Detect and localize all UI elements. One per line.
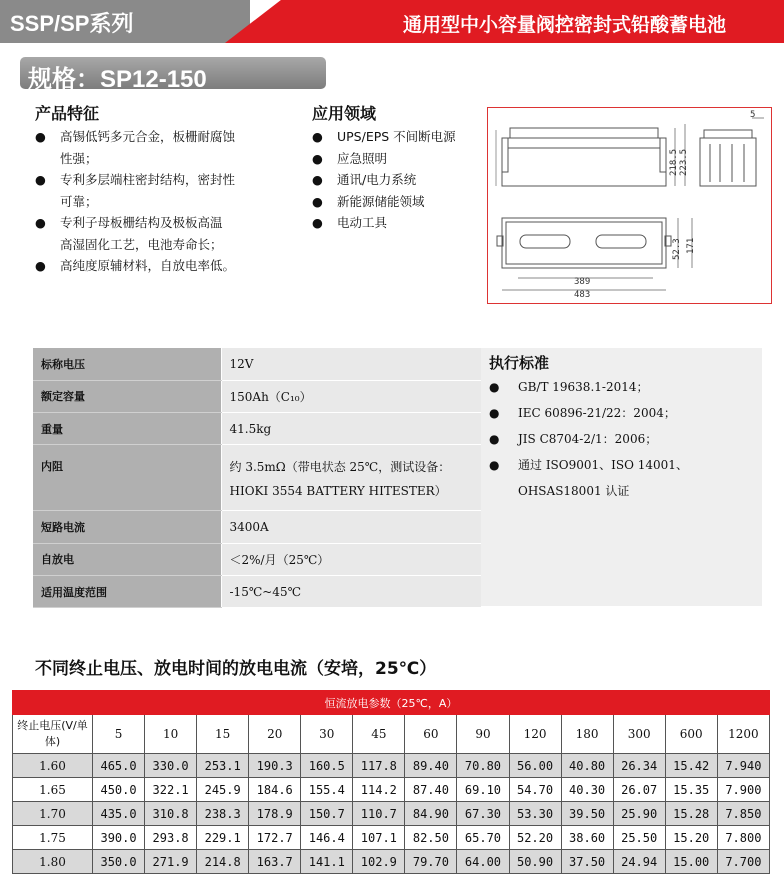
spec-value: 约 3.5mΩ（带电状态 25℃，测试设备： HIOKI 3554 BATTERY HITESTER） [221, 445, 481, 511]
discharge-current-cell: 150.7 [301, 802, 353, 826]
discharge-current-cell: 214.8 [197, 850, 249, 874]
dim-total-height: 223.5 [679, 148, 689, 176]
discharge-current-cell: 69.10 [457, 778, 509, 802]
discharge-current-cell: 190.3 [249, 754, 301, 778]
discharge-time-header: 10 [145, 715, 197, 754]
spec-key: 自放电 [33, 543, 221, 575]
discharge-current-cell: 52.20 [509, 826, 561, 850]
dim-width: 171 [686, 237, 696, 254]
discharge-current-cell: 54.70 [509, 778, 561, 802]
spec-value: 41.5kg [221, 413, 481, 445]
discharge-time-header: 600 [665, 715, 717, 754]
discharge-current-cell: 15.20 [665, 826, 717, 850]
bullet-icon: ● [489, 432, 500, 446]
discharge-current-cell: 229.1 [197, 826, 249, 850]
side-view-body [700, 138, 756, 186]
discharge-current-cell: 39.50 [561, 802, 613, 826]
spec-value: 3400A [221, 511, 481, 543]
bullet-icon: ● [312, 193, 323, 209]
discharge-current-cell: 172.7 [249, 826, 301, 850]
discharge-current-cell: 178.9 [249, 802, 301, 826]
application-item: ● 电动工具 [312, 212, 482, 234]
application-item: ● 新能源储能领域 [312, 191, 482, 213]
bullet-icon: ● [312, 172, 323, 187]
discharge-current-cell: 271.9 [145, 850, 197, 874]
dim-handle-span: 389 [574, 277, 591, 287]
discharge-current-cell: 25.50 [613, 826, 665, 850]
discharge-current-cell: 53.30 [509, 802, 561, 826]
top-view-handle-left [520, 235, 570, 248]
dim-handle-offset: 52.3 [672, 238, 682, 260]
spec-heading: 规格：SP12-150 [28, 66, 207, 93]
bullet-icon: ● [489, 380, 500, 394]
standard-item: ● IEC 60896-21/22：2004； [489, 400, 757, 426]
spec-value: ＜2%/月（25℃） [221, 543, 481, 575]
discharge-current-cell: 87.40 [405, 778, 457, 802]
top-view-handle-right [596, 235, 646, 248]
discharge-time-header: 180 [561, 715, 613, 754]
discharge-current-cell: 40.80 [561, 754, 613, 778]
discharge-current-cell: 141.1 [301, 850, 353, 874]
end-voltage-cell: 1.80 [13, 850, 93, 874]
discharge-current-cell: 7.850 [717, 802, 769, 826]
standards-title: 执行标准 [489, 354, 550, 372]
discharge-current-cell: 37.50 [561, 850, 613, 874]
bullet-icon: ● [35, 129, 46, 144]
discharge-current-cell: 79.70 [405, 850, 457, 874]
standard-item: ● 通过 ISO9001、ISO 14001、OHSAS18001 认证 [489, 452, 757, 504]
discharge-current-cell: 102.9 [353, 850, 405, 874]
discharge-current-cell: 465.0 [93, 754, 145, 778]
discharge-current-cell: 38.60 [561, 826, 613, 850]
discharge-current-cell: 293.8 [145, 826, 197, 850]
battery-dimension-drawing [487, 107, 772, 304]
end-voltage-cell: 1.70 [13, 802, 93, 826]
discharge-title: 不同终止电压、放电时间的放电电流（安培，25℃） [35, 659, 437, 679]
discharge-current-cell: 40.30 [561, 778, 613, 802]
discharge-current-cell: 450.0 [93, 778, 145, 802]
applications-title: 应用领域 [312, 104, 377, 123]
spec-key: 适用温度范围 [33, 575, 221, 607]
discharge-current-cell: 114.2 [353, 778, 405, 802]
discharge-current-cell: 15.42 [665, 754, 717, 778]
spec-value: 12V [221, 348, 481, 380]
discharge-time-header: 300 [613, 715, 665, 754]
spec-key: 额定容量 [33, 380, 221, 412]
dimension-drawing-svg [488, 108, 771, 303]
discharge-time-header: 120 [509, 715, 561, 754]
discharge-time-header: 60 [405, 715, 457, 754]
discharge-current-cell: 253.1 [197, 754, 249, 778]
discharge-row [13, 826, 770, 850]
spec-row [33, 575, 481, 607]
discharge-current-cell: 350.0 [93, 850, 145, 874]
top-view-body [502, 218, 666, 268]
discharge-current-cell: 15.00 [665, 850, 717, 874]
discharge-current-cell: 7.800 [717, 826, 769, 850]
applications-list [312, 126, 482, 234]
discharge-current-cell: 7.700 [717, 850, 769, 874]
header-banner [0, 0, 784, 43]
discharge-current-cell: 25.90 [613, 802, 665, 826]
bullet-icon: ● [312, 129, 323, 144]
discharge-current-cell: 50.90 [509, 850, 561, 874]
bullet-icon: ● [35, 215, 46, 230]
discharge-current-cell: 160.5 [301, 754, 353, 778]
spec-key: 标称电压 [33, 348, 221, 380]
spec-key: 重量 [33, 413, 221, 445]
spec-row [33, 348, 481, 380]
features-title: 产品特征 [35, 104, 100, 123]
spec-row [33, 511, 481, 543]
spec-value: -15℃~45℃ [221, 575, 481, 607]
spec-row [33, 413, 481, 445]
end-voltage-cell: 1.60 [13, 754, 93, 778]
discharge-current-cell: 82.50 [405, 826, 457, 850]
standard-item: ● JIS C8704-2/1：2006； [489, 426, 757, 452]
discharge-current-cell: 245.9 [197, 778, 249, 802]
front-view-body [502, 138, 666, 186]
discharge-current-cell: 107.1 [353, 826, 405, 850]
discharge-current-cell: 110.7 [353, 802, 405, 826]
discharge-header-row [13, 715, 770, 754]
application-item: ● 通讯/电力系统 [312, 169, 482, 191]
discharge-current-cell: 56.00 [509, 754, 561, 778]
spec-value: 150Ah（C₁₀） [221, 380, 481, 412]
discharge-row [13, 754, 770, 778]
feature-item: ● 专利多层端柱密封结构，密封性 [35, 169, 293, 191]
standard-item: ● GB/T 19638.1-2014； [489, 374, 757, 400]
discharge-current-cell: 26.07 [613, 778, 665, 802]
application-item: ● UPS/EPS 不间断电源 [312, 126, 482, 148]
discharge-current-cell: 155.4 [301, 778, 353, 802]
bullet-icon: ● [35, 172, 46, 187]
spec-row [33, 543, 481, 575]
discharge-time-header: 30 [301, 715, 353, 754]
discharge-current-cell: 67.30 [457, 802, 509, 826]
discharge-row [13, 850, 770, 874]
features-list [35, 126, 293, 277]
discharge-time-header: 90 [457, 715, 509, 754]
discharge-time-header: 15 [197, 715, 249, 754]
discharge-current-cell: 7.900 [717, 778, 769, 802]
discharge-current-cell: 26.34 [613, 754, 665, 778]
bullet-icon: ● [489, 406, 500, 420]
series-name: SSP/SP系列 [10, 11, 134, 36]
discharge-time-header: 5 [93, 715, 145, 754]
standards-list [489, 374, 757, 504]
discharge-table-title: 恒流放电参数（25℃，A） [13, 691, 770, 715]
feature-item-cont: 高湿固化工艺，电池寿命长； [60, 236, 223, 252]
feature-item: ● 高纯度原辅材料，自放电率低。 [35, 255, 293, 277]
discharge-current-cell: 70.80 [457, 754, 509, 778]
end-voltage-cell: 1.65 [13, 778, 93, 802]
bullet-icon: ● [312, 215, 323, 230]
discharge-current-cell: 322.1 [145, 778, 197, 802]
discharge-current-cell: 15.28 [665, 802, 717, 826]
discharge-current-cell: 163.7 [249, 850, 301, 874]
discharge-current-cell: 390.0 [93, 826, 145, 850]
bullet-icon: ● [489, 458, 500, 472]
spec-table [33, 348, 481, 608]
application-item: ● 应急照明 [312, 148, 482, 170]
discharge-current-cell: 65.70 [457, 826, 509, 850]
discharge-time-header: 45 [353, 715, 405, 754]
feature-item-cont: 可靠； [60, 193, 98, 209]
discharge-table [12, 690, 770, 874]
discharge-current-cell: 435.0 [93, 802, 145, 826]
discharge-row [13, 802, 770, 826]
discharge-current-cell: 310.8 [145, 802, 197, 826]
discharge-current-cell: 238.3 [197, 802, 249, 826]
discharge-current-cell: 184.6 [249, 778, 301, 802]
feature-item-cont: 性强； [60, 150, 98, 166]
discharge-time-header: 1200 [717, 715, 769, 754]
end-voltage-header: 终止电压(V/单体) [13, 715, 93, 754]
product-category-title: 通用型中小容量阀控密封式铅酸蓄电池 [402, 14, 726, 36]
discharge-table-title-row [13, 691, 770, 715]
discharge-current-cell: 84.90 [405, 802, 457, 826]
front-view-lid [510, 128, 658, 138]
discharge-current-cell: 15.35 [665, 778, 717, 802]
feature-item: ● 高锡低钙多元合金，板栅耐腐蚀 [35, 126, 293, 148]
discharge-current-cell: 330.0 [145, 754, 197, 778]
bullet-icon: ● [312, 150, 323, 166]
discharge-current-cell: 117.8 [353, 754, 405, 778]
feature-item: ● 专利子母板栅结构及极板高温 [35, 212, 293, 234]
discharge-current-cell: 89.40 [405, 754, 457, 778]
dim-length: 483 [574, 290, 591, 300]
discharge-current-cell: 7.940 [717, 754, 769, 778]
discharge-current-cell: 24.94 [613, 850, 665, 874]
bullet-icon: ● [35, 258, 46, 273]
spec-row [33, 380, 481, 412]
discharge-current-cell: 146.4 [301, 826, 353, 850]
dim-height: 218.5 [669, 148, 679, 176]
discharge-current-cell: 64.00 [457, 850, 509, 874]
spec-key: 内阻 [33, 445, 221, 511]
spec-key: 短路电流 [33, 511, 221, 543]
spec-row [33, 445, 481, 511]
end-voltage-cell: 1.75 [13, 826, 93, 850]
dim-terminal: 5 [750, 110, 756, 120]
discharge-row [13, 778, 770, 802]
discharge-time-header: 20 [249, 715, 301, 754]
